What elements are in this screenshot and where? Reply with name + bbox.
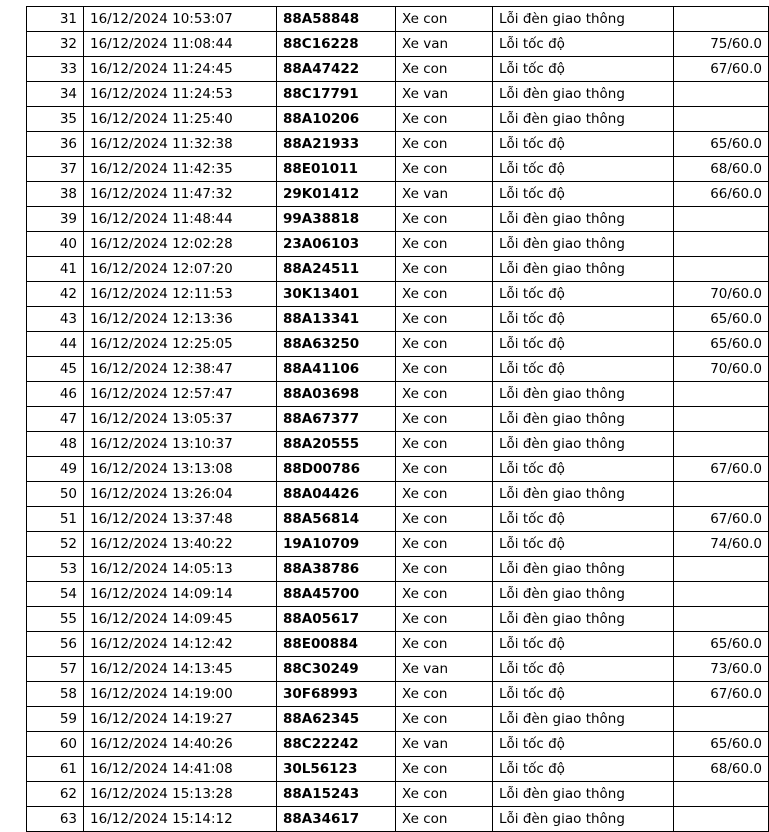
cell-violation: Lỗi đèn giao thông [493, 782, 674, 807]
violations-table-body [27, 7, 769, 832]
cell-plate: 88C22242 [277, 732, 396, 757]
cell-index: 48 [27, 432, 84, 457]
cell-speed [674, 482, 769, 507]
cell-violation: Lỗi tốc độ [493, 532, 674, 557]
cell-datetime: 16/12/2024 12:25:05 [84, 332, 277, 357]
cell-violation: Lỗi tốc độ [493, 132, 674, 157]
cell-plate: 88A47422 [277, 57, 396, 82]
cell-speed: 73/60.0 [674, 657, 769, 682]
table-row [27, 107, 769, 132]
cell-speed: 70/60.0 [674, 282, 769, 307]
cell-violation: Lỗi đèn giao thông [493, 382, 674, 407]
table-row [27, 682, 769, 707]
table-row [27, 382, 769, 407]
cell-plate: 30K13401 [277, 282, 396, 307]
cell-violation: Lỗi tốc độ [493, 457, 674, 482]
cell-speed [674, 782, 769, 807]
table-row [27, 407, 769, 432]
table-row [27, 782, 769, 807]
cell-plate: 88A03698 [277, 382, 396, 407]
cell-vehicle-type: Xe con [396, 532, 493, 557]
table-row [27, 807, 769, 832]
cell-vehicle-type: Xe con [396, 432, 493, 457]
cell-vehicle-type: Xe van [396, 182, 493, 207]
cell-violation: Lỗi tốc độ [493, 357, 674, 382]
table-row [27, 757, 769, 782]
violations-table [26, 6, 769, 832]
table-row [27, 307, 769, 332]
cell-index: 44 [27, 332, 84, 357]
cell-datetime: 16/12/2024 11:24:53 [84, 82, 277, 107]
table-row [27, 507, 769, 532]
cell-plate: 88A63250 [277, 332, 396, 357]
cell-index: 55 [27, 607, 84, 632]
cell-vehicle-type: Xe van [396, 82, 493, 107]
cell-plate: 88A20555 [277, 432, 396, 457]
cell-index: 63 [27, 807, 84, 832]
cell-datetime: 16/12/2024 14:05:13 [84, 557, 277, 582]
table-row [27, 707, 769, 732]
cell-index: 42 [27, 282, 84, 307]
cell-vehicle-type: Xe con [396, 207, 493, 232]
cell-vehicle-type: Xe con [396, 382, 493, 407]
cell-plate: 88C16228 [277, 32, 396, 57]
table-row [27, 57, 769, 82]
cell-vehicle-type: Xe con [396, 557, 493, 582]
cell-datetime: 16/12/2024 14:09:45 [84, 607, 277, 632]
table-row [27, 732, 769, 757]
cell-datetime: 16/12/2024 11:47:32 [84, 182, 277, 207]
cell-speed [674, 107, 769, 132]
cell-speed [674, 582, 769, 607]
cell-speed [674, 82, 769, 107]
cell-plate: 88A56814 [277, 507, 396, 532]
cell-datetime: 16/12/2024 14:41:08 [84, 757, 277, 782]
cell-violation: Lỗi đèn giao thông [493, 432, 674, 457]
cell-speed: 65/60.0 [674, 307, 769, 332]
cell-index: 34 [27, 82, 84, 107]
table-row [27, 357, 769, 382]
cell-speed [674, 807, 769, 832]
cell-plate: 88A38786 [277, 557, 396, 582]
cell-datetime: 16/12/2024 11:24:45 [84, 57, 277, 82]
cell-violation: Lỗi đèn giao thông [493, 82, 674, 107]
cell-plate: 88A34617 [277, 807, 396, 832]
cell-violation: Lỗi tốc độ [493, 657, 674, 682]
table-row [27, 232, 769, 257]
cell-violation: Lỗi đèn giao thông [493, 7, 674, 32]
table-row [27, 657, 769, 682]
cell-index: 47 [27, 407, 84, 432]
cell-index: 54 [27, 582, 84, 607]
table-row [27, 257, 769, 282]
cell-vehicle-type: Xe con [396, 57, 493, 82]
cell-violation: Lỗi đèn giao thông [493, 707, 674, 732]
cell-plate: 88A05617 [277, 607, 396, 632]
cell-violation: Lỗi tốc độ [493, 632, 674, 657]
cell-violation: Lỗi tốc độ [493, 757, 674, 782]
cell-index: 37 [27, 157, 84, 182]
cell-speed: 65/60.0 [674, 132, 769, 157]
cell-speed: 67/60.0 [674, 57, 769, 82]
cell-index: 60 [27, 732, 84, 757]
cell-datetime: 16/12/2024 13:05:37 [84, 407, 277, 432]
cell-datetime: 16/12/2024 14:13:45 [84, 657, 277, 682]
cell-violation: Lỗi đèn giao thông [493, 407, 674, 432]
cell-plate: 88A24511 [277, 257, 396, 282]
cell-index: 46 [27, 382, 84, 407]
cell-vehicle-type: Xe con [396, 482, 493, 507]
cell-index: 50 [27, 482, 84, 507]
cell-speed [674, 407, 769, 432]
cell-violation: Lỗi tốc độ [493, 332, 674, 357]
cell-violation: Lỗi tốc độ [493, 732, 674, 757]
cell-datetime: 16/12/2024 13:13:08 [84, 457, 277, 482]
cell-plate: 88E01011 [277, 157, 396, 182]
table-row [27, 532, 769, 557]
cell-datetime: 16/12/2024 12:02:28 [84, 232, 277, 257]
cell-speed [674, 607, 769, 632]
cell-plate: 88A13341 [277, 307, 396, 332]
cell-plate: 88A04426 [277, 482, 396, 507]
cell-violation: Lỗi đèn giao thông [493, 207, 674, 232]
cell-plate: 88A45700 [277, 582, 396, 607]
cell-index: 58 [27, 682, 84, 707]
cell-index: 61 [27, 757, 84, 782]
cell-plate: 88A58848 [277, 7, 396, 32]
cell-vehicle-type: Xe con [396, 357, 493, 382]
cell-datetime: 16/12/2024 12:57:47 [84, 382, 277, 407]
table-row [27, 32, 769, 57]
cell-plate: 99A38818 [277, 207, 396, 232]
cell-vehicle-type: Xe con [396, 257, 493, 282]
cell-datetime: 16/12/2024 11:32:38 [84, 132, 277, 157]
cell-vehicle-type: Xe van [396, 657, 493, 682]
cell-index: 59 [27, 707, 84, 732]
cell-vehicle-type: Xe con [396, 582, 493, 607]
cell-index: 33 [27, 57, 84, 82]
cell-plate: 88D00786 [277, 457, 396, 482]
cell-index: 57 [27, 657, 84, 682]
cell-speed [674, 207, 769, 232]
cell-speed: 67/60.0 [674, 507, 769, 532]
cell-vehicle-type: Xe con [396, 107, 493, 132]
cell-vehicle-type: Xe con [396, 307, 493, 332]
cell-datetime: 16/12/2024 15:13:28 [84, 782, 277, 807]
table-row [27, 457, 769, 482]
cell-vehicle-type: Xe con [396, 682, 493, 707]
cell-violation: Lỗi tốc độ [493, 182, 674, 207]
cell-speed [674, 557, 769, 582]
table-row [27, 282, 769, 307]
cell-vehicle-type: Xe con [396, 782, 493, 807]
cell-plate: 29K01412 [277, 182, 396, 207]
cell-index: 35 [27, 107, 84, 132]
cell-datetime: 16/12/2024 12:07:20 [84, 257, 277, 282]
cell-datetime: 16/12/2024 12:38:47 [84, 357, 277, 382]
cell-datetime: 16/12/2024 11:42:35 [84, 157, 277, 182]
cell-datetime: 16/12/2024 11:08:44 [84, 32, 277, 57]
cell-plate: 88E00884 [277, 632, 396, 657]
cell-datetime: 16/12/2024 11:25:40 [84, 107, 277, 132]
cell-speed [674, 432, 769, 457]
cell-datetime: 16/12/2024 15:14:12 [84, 807, 277, 832]
table-row [27, 182, 769, 207]
cell-plate: 88C30249 [277, 657, 396, 682]
cell-index: 36 [27, 132, 84, 157]
cell-speed [674, 7, 769, 32]
cell-plate: 88A21933 [277, 132, 396, 157]
cell-vehicle-type: Xe con [396, 632, 493, 657]
table-row [27, 82, 769, 107]
cell-index: 32 [27, 32, 84, 57]
cell-violation: Lỗi tốc độ [493, 157, 674, 182]
cell-datetime: 16/12/2024 12:13:36 [84, 307, 277, 332]
cell-speed [674, 257, 769, 282]
cell-violation: Lỗi đèn giao thông [493, 257, 674, 282]
cell-datetime: 16/12/2024 10:53:07 [84, 7, 277, 32]
cell-violation: Lỗi tốc độ [493, 682, 674, 707]
cell-speed: 75/60.0 [674, 32, 769, 57]
cell-datetime: 16/12/2024 11:48:44 [84, 207, 277, 232]
table-row [27, 157, 769, 182]
cell-plate: 88A67377 [277, 407, 396, 432]
cell-violation: Lỗi đèn giao thông [493, 232, 674, 257]
table-row [27, 7, 769, 32]
cell-violation: Lỗi đèn giao thông [493, 482, 674, 507]
table-row [27, 482, 769, 507]
cell-index: 39 [27, 207, 84, 232]
cell-index: 41 [27, 257, 84, 282]
cell-datetime: 16/12/2024 14:19:27 [84, 707, 277, 732]
cell-violation: Lỗi đèn giao thông [493, 807, 674, 832]
cell-plate: 30L56123 [277, 757, 396, 782]
cell-plate: 88A41106 [277, 357, 396, 382]
cell-index: 31 [27, 7, 84, 32]
cell-violation: Lỗi tốc độ [493, 282, 674, 307]
cell-violation: Lỗi tốc độ [493, 57, 674, 82]
cell-vehicle-type: Xe con [396, 607, 493, 632]
cell-violation: Lỗi đèn giao thông [493, 582, 674, 607]
cell-vehicle-type: Xe van [396, 732, 493, 757]
cell-index: 49 [27, 457, 84, 482]
cell-speed: 67/60.0 [674, 682, 769, 707]
cell-speed: 68/60.0 [674, 757, 769, 782]
cell-violation: Lỗi đèn giao thông [493, 607, 674, 632]
table-row [27, 207, 769, 232]
cell-vehicle-type: Xe con [396, 807, 493, 832]
cell-index: 53 [27, 557, 84, 582]
cell-index: 62 [27, 782, 84, 807]
table-row [27, 432, 769, 457]
cell-violation: Lỗi đèn giao thông [493, 557, 674, 582]
cell-datetime: 16/12/2024 14:12:42 [84, 632, 277, 657]
table-row [27, 557, 769, 582]
cell-speed: 66/60.0 [674, 182, 769, 207]
cell-vehicle-type: Xe con [396, 7, 493, 32]
cell-plate: 23A06103 [277, 232, 396, 257]
cell-vehicle-type: Xe con [396, 757, 493, 782]
table-row [27, 582, 769, 607]
cell-datetime: 16/12/2024 12:11:53 [84, 282, 277, 307]
table-row [27, 132, 769, 157]
cell-speed: 65/60.0 [674, 732, 769, 757]
cell-plate: 88A62345 [277, 707, 396, 732]
cell-speed: 70/60.0 [674, 357, 769, 382]
cell-vehicle-type: Xe con [396, 132, 493, 157]
cell-plate: 88A10206 [277, 107, 396, 132]
cell-datetime: 16/12/2024 13:37:48 [84, 507, 277, 532]
cell-index: 51 [27, 507, 84, 532]
cell-index: 40 [27, 232, 84, 257]
cell-speed [674, 232, 769, 257]
cell-vehicle-type: Xe con [396, 232, 493, 257]
cell-vehicle-type: Xe con [396, 282, 493, 307]
cell-vehicle-type: Xe con [396, 157, 493, 182]
cell-datetime: 16/12/2024 14:40:26 [84, 732, 277, 757]
cell-speed: 65/60.0 [674, 332, 769, 357]
table-row [27, 632, 769, 657]
cell-index: 43 [27, 307, 84, 332]
cell-vehicle-type: Xe con [396, 707, 493, 732]
cell-datetime: 16/12/2024 13:10:37 [84, 432, 277, 457]
cell-vehicle-type: Xe van [396, 32, 493, 57]
cell-vehicle-type: Xe con [396, 457, 493, 482]
cell-datetime: 16/12/2024 14:09:14 [84, 582, 277, 607]
cell-plate: 19A10709 [277, 532, 396, 557]
cell-index: 38 [27, 182, 84, 207]
table-row [27, 607, 769, 632]
cell-speed: 74/60.0 [674, 532, 769, 557]
cell-vehicle-type: Xe con [396, 332, 493, 357]
cell-vehicle-type: Xe con [396, 507, 493, 532]
cell-plate: 30F68993 [277, 682, 396, 707]
cell-index: 52 [27, 532, 84, 557]
cell-speed: 68/60.0 [674, 157, 769, 182]
cell-datetime: 16/12/2024 13:26:04 [84, 482, 277, 507]
cell-datetime: 16/12/2024 13:40:22 [84, 532, 277, 557]
cell-violation: Lỗi đèn giao thông [493, 107, 674, 132]
cell-violation: Lỗi tốc độ [493, 307, 674, 332]
cell-plate: 88C17791 [277, 82, 396, 107]
cell-plate: 88A15243 [277, 782, 396, 807]
cell-violation: Lỗi tốc độ [493, 32, 674, 57]
cell-speed: 67/60.0 [674, 457, 769, 482]
cell-vehicle-type: Xe con [396, 407, 493, 432]
cell-index: 56 [27, 632, 84, 657]
cell-speed [674, 707, 769, 732]
cell-speed: 65/60.0 [674, 632, 769, 657]
cell-violation: Lỗi tốc độ [493, 507, 674, 532]
cell-speed [674, 382, 769, 407]
cell-datetime: 16/12/2024 14:19:00 [84, 682, 277, 707]
table-row [27, 332, 769, 357]
cell-index: 45 [27, 357, 84, 382]
